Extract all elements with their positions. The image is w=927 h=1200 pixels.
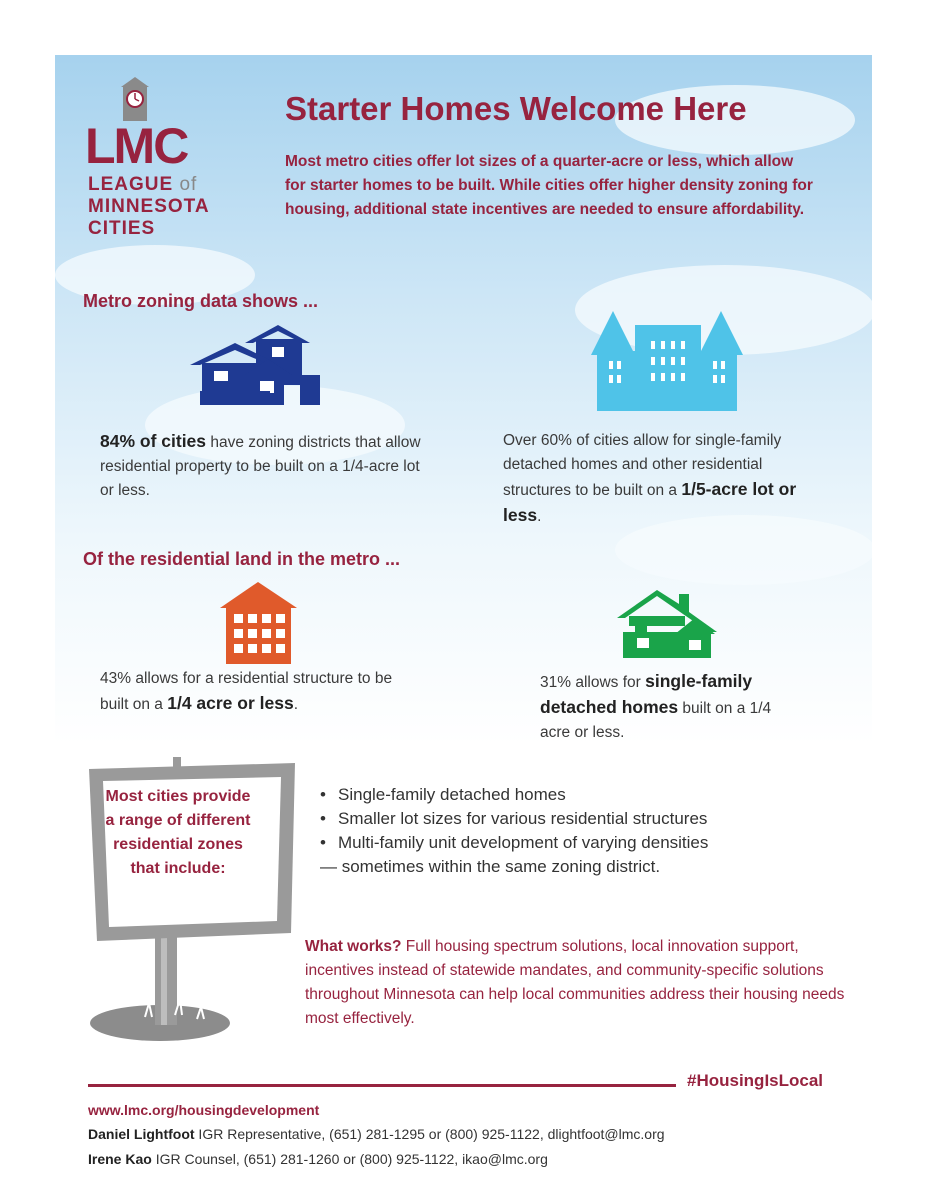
intro-paragraph: Most metro cities offer lot sizes of a quarter-acre or less, which allow for starter homes to be built. While cities offer higher density zoning for housing, additional state incentives are needed to ensure affordability. (285, 153, 813, 218)
land-stat1-bold: 1/4 acre or less (167, 693, 294, 713)
hashtag: #HousingIsLocal (687, 1071, 824, 1090)
zoning-stat2-end: . (537, 508, 542, 525)
blue-building-icon (591, 311, 743, 411)
logo-line1: LEAGUE (88, 174, 174, 195)
logo-wordmark (88, 174, 210, 240)
list-tail: — sometimes within the same zoning district. (320, 857, 661, 876)
footer-divider (88, 1084, 676, 1087)
logo-line3: CITIES (88, 218, 156, 239)
land-stat2-bold: single-family detached homes (540, 671, 753, 717)
zoning-stat2-bold: 1/5-acre lot or less (503, 479, 797, 525)
land-stat1-text: 43% allows for a residential structure to be built on a (100, 670, 393, 713)
zoning-stat2-text: Over 60% of cities allow for single-family detached homes and other residential structures to be built on a (503, 432, 782, 499)
list-item: • Multi-family unit development of varying densities (320, 831, 840, 855)
what-works-paragraph (305, 935, 845, 1031)
zoning-stat1-text: have zoning districts that allow residential property to be built on a 1/4-acre lot or less. (100, 434, 421, 499)
zoning-stat-84 (100, 429, 430, 503)
logo-line2: MINNESOTA (88, 196, 210, 217)
contact1-name: Daniel Lightfoot (88, 1126, 195, 1142)
list-item: • Smaller lot sizes for various residential structures (320, 807, 840, 831)
clock-tower-icon (117, 75, 153, 123)
land-stat2-text: 31% allows for (540, 674, 646, 691)
what-works-label: What works? (305, 938, 402, 955)
what-works-text: Full housing spectrum solutions, local innovation support, incentives instead of statewide mandates, and community-specific solutions throughout Minnesota can help local communities address their housing needs most effectively. (305, 938, 845, 1027)
navy-house-icon (190, 325, 325, 407)
zoning-stat-60 (503, 429, 823, 529)
land-stat-31 (540, 669, 805, 745)
list-item: • Single-family detached homes (320, 783, 840, 807)
land-stat-43 (100, 667, 420, 717)
housing-url-link[interactable]: www.lmc.org/housingdevelopment (88, 1102, 320, 1118)
contact-lightfoot (88, 1126, 665, 1142)
contact2-name: Irene Kao (88, 1151, 152, 1167)
zone-type-list (320, 783, 840, 879)
green-house-icon (617, 582, 717, 660)
sign-text: Most cities provide a range of different residential zones that include: (105, 788, 251, 877)
logo-of: of (179, 174, 198, 195)
land-stat1-end: . (293, 696, 299, 713)
flyer-page (55, 55, 872, 1200)
zoning-heading: Metro zoning data shows ... (83, 291, 319, 311)
contact-kao (88, 1151, 548, 1167)
contact2-details: IGR Counsel, (651) 281-1260 or (800) 925-1122, ikao@lmc.org (151, 1151, 548, 1167)
logo-abbr: LMC (85, 118, 188, 174)
page-title: Starter Homes Welcome Here (285, 90, 747, 127)
land-stat2-end: built on a 1/4 acre or less. (540, 700, 772, 741)
zoning-stat1-bold: 84% of cities (100, 431, 207, 451)
land-heading: Of the residential land in the metro ... (83, 549, 401, 569)
contact1-details: IGR Representative, (651) 281-1295 or (800) 925-1122, dlightfoot@lmc.org (194, 1126, 665, 1142)
orange-apartment-icon (220, 582, 297, 664)
